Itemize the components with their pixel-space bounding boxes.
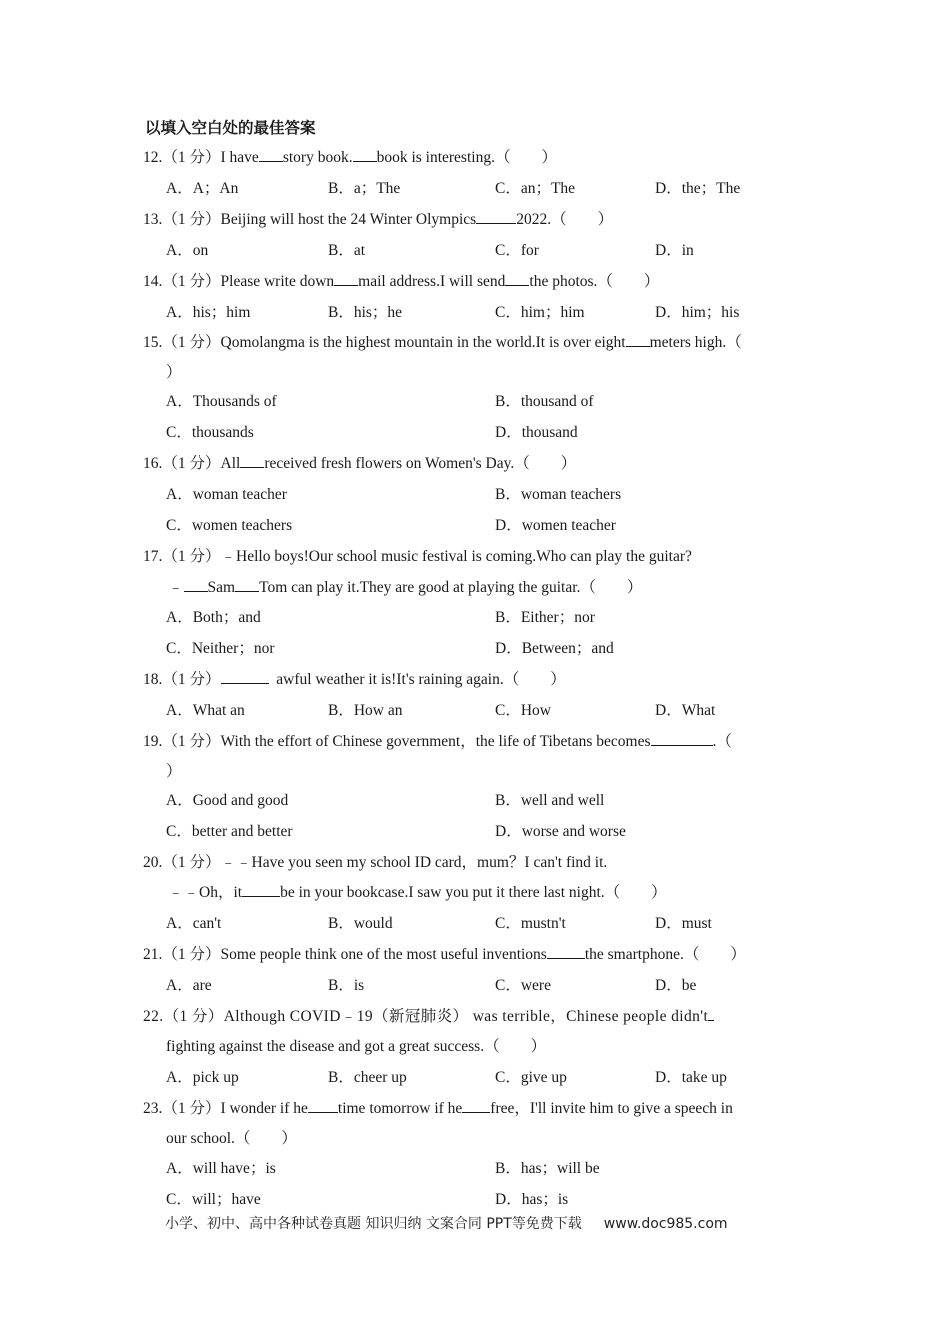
- option-c: C．give up: [495, 1069, 567, 1086]
- option-a: A．on: [166, 242, 209, 259]
- option-b: B．woman teachers: [495, 486, 622, 503]
- option-d: D．women teacher: [495, 517, 616, 534]
- footer-url[interactable]: www.doc985.com: [603, 1216, 728, 1232]
- footer-text: 小学、初中、高中各种试卷真题 知识归纳 文案合同 PPT等免费下载: [165, 1216, 582, 1232]
- option-c: C．will；have: [166, 1191, 261, 1208]
- question-23: 23.（1 分）I wonder if he time tomorrow if he free，I'll invite him to give a speech in: [143, 1100, 733, 1117]
- option-b: B．at: [328, 242, 366, 259]
- footer-banner: [165, 1213, 728, 1233]
- option-b: B．his；he: [328, 304, 403, 321]
- option-c: C．Neither；nor: [166, 640, 275, 657]
- option-a: A．What an: [166, 702, 245, 719]
- option-b: B．would: [328, 915, 393, 932]
- question-22: 22.（1 分）Although COVID﹣19（新冠肺炎） was terrible，Chinese people didn't: [143, 1004, 714, 1026]
- option-d: D．What: [655, 702, 716, 719]
- option-b: B．How an: [328, 702, 403, 719]
- option-b: B．well and well: [495, 792, 605, 809]
- question-22-line2: fighting against the disease and got a great success.（ ）: [166, 1038, 547, 1055]
- option-d: D．Between；and: [495, 640, 614, 657]
- question-20: 20.（1 分）﹣﹣Have you seen my school ID card，mum？I can't find it.: [143, 854, 608, 871]
- option-d: D．take up: [655, 1069, 727, 1086]
- answer-blank: [353, 147, 377, 162]
- option-c: C．for: [495, 242, 539, 259]
- option-a: A．Good and good: [166, 792, 289, 809]
- option-d: D．has；is: [495, 1191, 569, 1208]
- answer-blank: [240, 453, 264, 468]
- answer-blank: [334, 271, 358, 286]
- question-16: 16.（1 分）All received fresh flowers on Women's Day.（ ）: [143, 455, 577, 472]
- option-d: D．be: [655, 977, 697, 994]
- question-number: 12.: [143, 149, 163, 166]
- points: （1 分）: [162, 149, 221, 166]
- answer-blank: [651, 731, 713, 746]
- question-20-line2: ﹣﹣Oh，it be in your bookcase.I saw you put it there last night.（ ）: [168, 884, 667, 901]
- option-b: B．Either；nor: [495, 609, 595, 626]
- option-d: D．the；The: [655, 180, 741, 197]
- option-a: A．woman teacher: [166, 486, 287, 503]
- option-b: B．a；The: [328, 180, 401, 197]
- option-b: B．thousand of: [495, 393, 594, 410]
- answer-blank: [708, 1006, 714, 1021]
- option-c: C．mustn't: [495, 915, 566, 932]
- option-c: C．thousands: [166, 424, 254, 441]
- option-a: A．will have；is: [166, 1160, 276, 1177]
- option-a: A．are: [166, 977, 212, 994]
- answer-blank: [626, 332, 650, 347]
- option-b: B．cheer up: [328, 1069, 407, 1086]
- question-17-line2: ﹣ Sam Tom can play it.They are good at playing the guitar.（ ）: [168, 579, 643, 596]
- answer-blank: [308, 1098, 338, 1113]
- answer-blank: [476, 209, 516, 224]
- option-c: C．How: [495, 702, 551, 719]
- answer-blank: [505, 271, 529, 286]
- option-a: A．pick up: [166, 1069, 239, 1086]
- option-c: C．were: [495, 977, 551, 994]
- answer-blank: [259, 147, 283, 162]
- option-b: B．is: [328, 977, 365, 994]
- answer-blank: [547, 944, 585, 959]
- question-23-line2: our school.（ ）: [166, 1130, 297, 1147]
- answer-blank: [235, 577, 259, 592]
- question-18: 18.（1 分） awful weather it is!It's raining again.（ ）: [143, 671, 566, 688]
- question-12: 12.（1 分）I have story book. book is interesting.（ ）: [143, 149, 557, 166]
- question-14: 14.（1 分）Please write down mail address.I will send the photos.（ ）: [143, 273, 660, 290]
- option-d: D．in: [655, 242, 694, 259]
- question-13: 13.（1 分）Beijing will host the 24 Winter Olympics 2022.（ ）: [143, 211, 614, 228]
- question-21: 21.（1 分）Some people think one of the most useful inventions the smartphone.（ ）: [143, 946, 746, 963]
- option-b: B．has；will be: [495, 1160, 600, 1177]
- question-15: 15.（1 分）Qomolangma is the highest mountain in the world.It is over eight meters high.（: [143, 334, 742, 351]
- answer-blank: [242, 882, 280, 897]
- answer-blank: [462, 1098, 490, 1113]
- option-a: A．Both；and: [166, 609, 261, 626]
- paren-continuation: ）: [166, 763, 182, 780]
- answer-blank: [184, 577, 208, 592]
- option-d: D．worse and worse: [495, 823, 626, 840]
- answer-blank: [221, 669, 269, 684]
- option-a: A．A；An: [166, 180, 239, 197]
- option-a: A．his；him: [166, 304, 251, 321]
- option-c: C．an；The: [495, 180, 576, 197]
- question-17: 17.（1 分）﹣Hello boys!Our school music festival is coming.Who can play the guitar?: [143, 548, 692, 565]
- option-c: C．better and better: [166, 823, 293, 840]
- option-d: D．thousand: [495, 424, 578, 441]
- option-d: D．must: [655, 915, 712, 932]
- paren-continuation: ）: [166, 364, 182, 381]
- section-heading: 以填入空白处的最佳答案: [145, 119, 316, 137]
- option-c: C．women teachers: [166, 517, 293, 534]
- option-a: A．Thousands of: [166, 393, 277, 410]
- option-c: C．him；him: [495, 304, 585, 321]
- option-a: A．can't: [166, 915, 222, 932]
- option-d: D．him；his: [655, 304, 740, 321]
- question-19: 19.（1 分）With the effort of Chinese government，the life of Tibetans becomes .（: [143, 733, 732, 750]
